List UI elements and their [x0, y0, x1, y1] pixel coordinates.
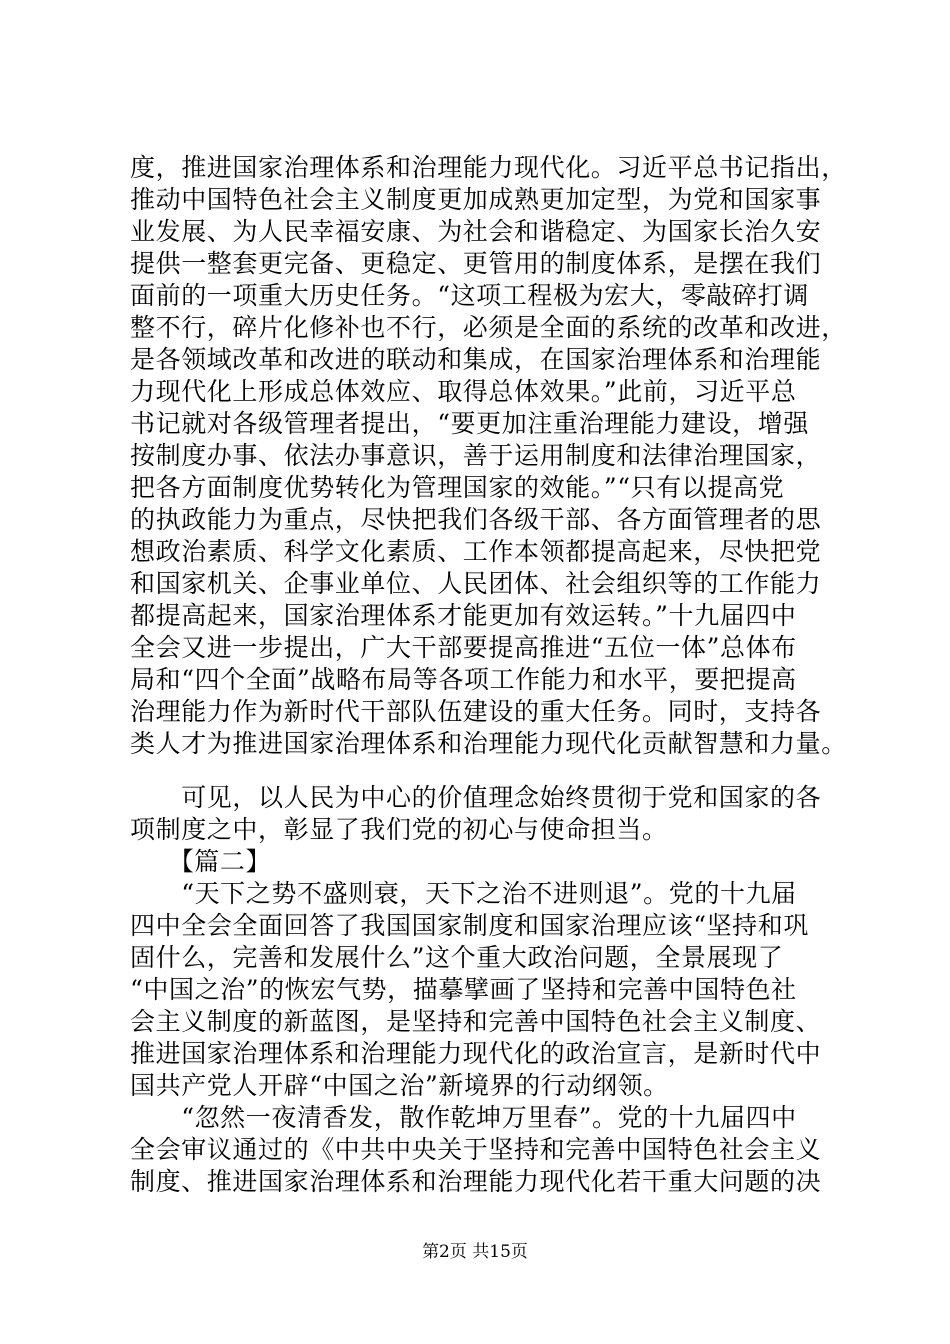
- text-line: “忽然一夜清香发，散作乾坤万里春”。党的十九届四中: [130, 1103, 797, 1132]
- text-line: 固什么，完善和发展什么”这个重大政治问题，全景展现了: [130, 943, 784, 972]
- text-line: 类人才为推进国家治理体系和治理能力现代化贡献智慧和力量。: [130, 729, 847, 758]
- text-line: 书记就对各级管理者提出，“要更加注重治理能力建设，增强: [130, 409, 809, 438]
- text-line: 局和“四个全面”战略布局等各项工作能力和水平，要把提高: [130, 665, 797, 694]
- text-line: 治理能力作为新时代干部队伍建设的重大任务。同时，支持各: [130, 697, 822, 726]
- text-line: 业发展、为人民幸福安康、为社会和谐稳定、为国家长治久安: [130, 217, 822, 246]
- text-line: 四中全会全面回答了我国国家制度和国家治理应该“坚持和巩: [130, 911, 809, 940]
- text-line: 【篇二】: [130, 847, 272, 876]
- text-line: 是各领域改革和改进的联动和集成，在国家治理体系和治理能: [130, 345, 822, 374]
- text-line: 推动中国特色社会主义制度更加成熟更加定型，为党和国家事: [130, 185, 822, 214]
- text-line: 面前的一项重大历史任务。“这项工程极为宏大，零敲碎打调: [130, 281, 809, 310]
- text-line: 会主义制度的新蓝图，是坚持和完善中国特色社会主义制度、: [130, 1007, 822, 1036]
- text-line: 力现代化上形成总体效应、取得总体效果。”此前，习近平总: [130, 377, 797, 406]
- text-line: 整不行，碎片化修补也不行，必须是全面的系统的改革和改进，: [130, 313, 847, 342]
- text-line: 和国家机关、企事业单位、人民团体、社会组织等的工作能力: [130, 569, 822, 598]
- text-line: 把各方面制度优势转化为管理国家的效能。”“只有以提高党: [130, 473, 785, 502]
- text-line: 全会又进一步提出，广大干部要提高推进“五位一体”总体布: [130, 633, 797, 662]
- page-footer: 第2页 共15页: [422, 1242, 528, 1262]
- text-line: 制度、推进国家治理体系和治理能力现代化若干重大问题的决: [130, 1167, 822, 1196]
- text-line: “天下之势不盛则衰，天下之治不进则退”。党的十九届: [130, 879, 797, 908]
- text-line: 国共产党人开辟“中国之治”新境界的行动纲领。: [130, 1071, 669, 1100]
- text-line: 推进国家治理体系和治理能力现代化的政治宣言，是新时代中: [130, 1039, 822, 1068]
- text-line: 项制度之中，彰显了我们党的初心与使命担当。: [130, 815, 668, 844]
- text-line: 提供一整套更完备、更稳定、更管用的制度体系，是摆在我们: [130, 249, 822, 278]
- text-line: 可见，以人民为中心的价值理念始终贯彻于党和国家的各: [130, 783, 822, 812]
- text-line: 度，推进国家治理体系和治理能力现代化。习近平总书记指出，: [130, 153, 847, 182]
- text-line: “中国之治”的恢宏气势，描摹擘画了坚持和完善中国特色社: [130, 975, 797, 1004]
- text-line: 都提高起来，国家治理体系才能更加有效运转。”十九届四中: [130, 601, 797, 630]
- text-line: 想政治素质、科学文化素质、工作本领都提高起来，尽快把党: [130, 537, 822, 566]
- text-line: 的执政能力为重点，尽快把我们各级干部、各方面管理者的思: [130, 505, 822, 534]
- text-line: 全会审议通过的《中共中央关于坚持和完善中国特色社会主义: [130, 1135, 822, 1164]
- text-line: 按制度办事、依法办事意识，善于运用制度和法律治理国家，: [130, 441, 822, 470]
